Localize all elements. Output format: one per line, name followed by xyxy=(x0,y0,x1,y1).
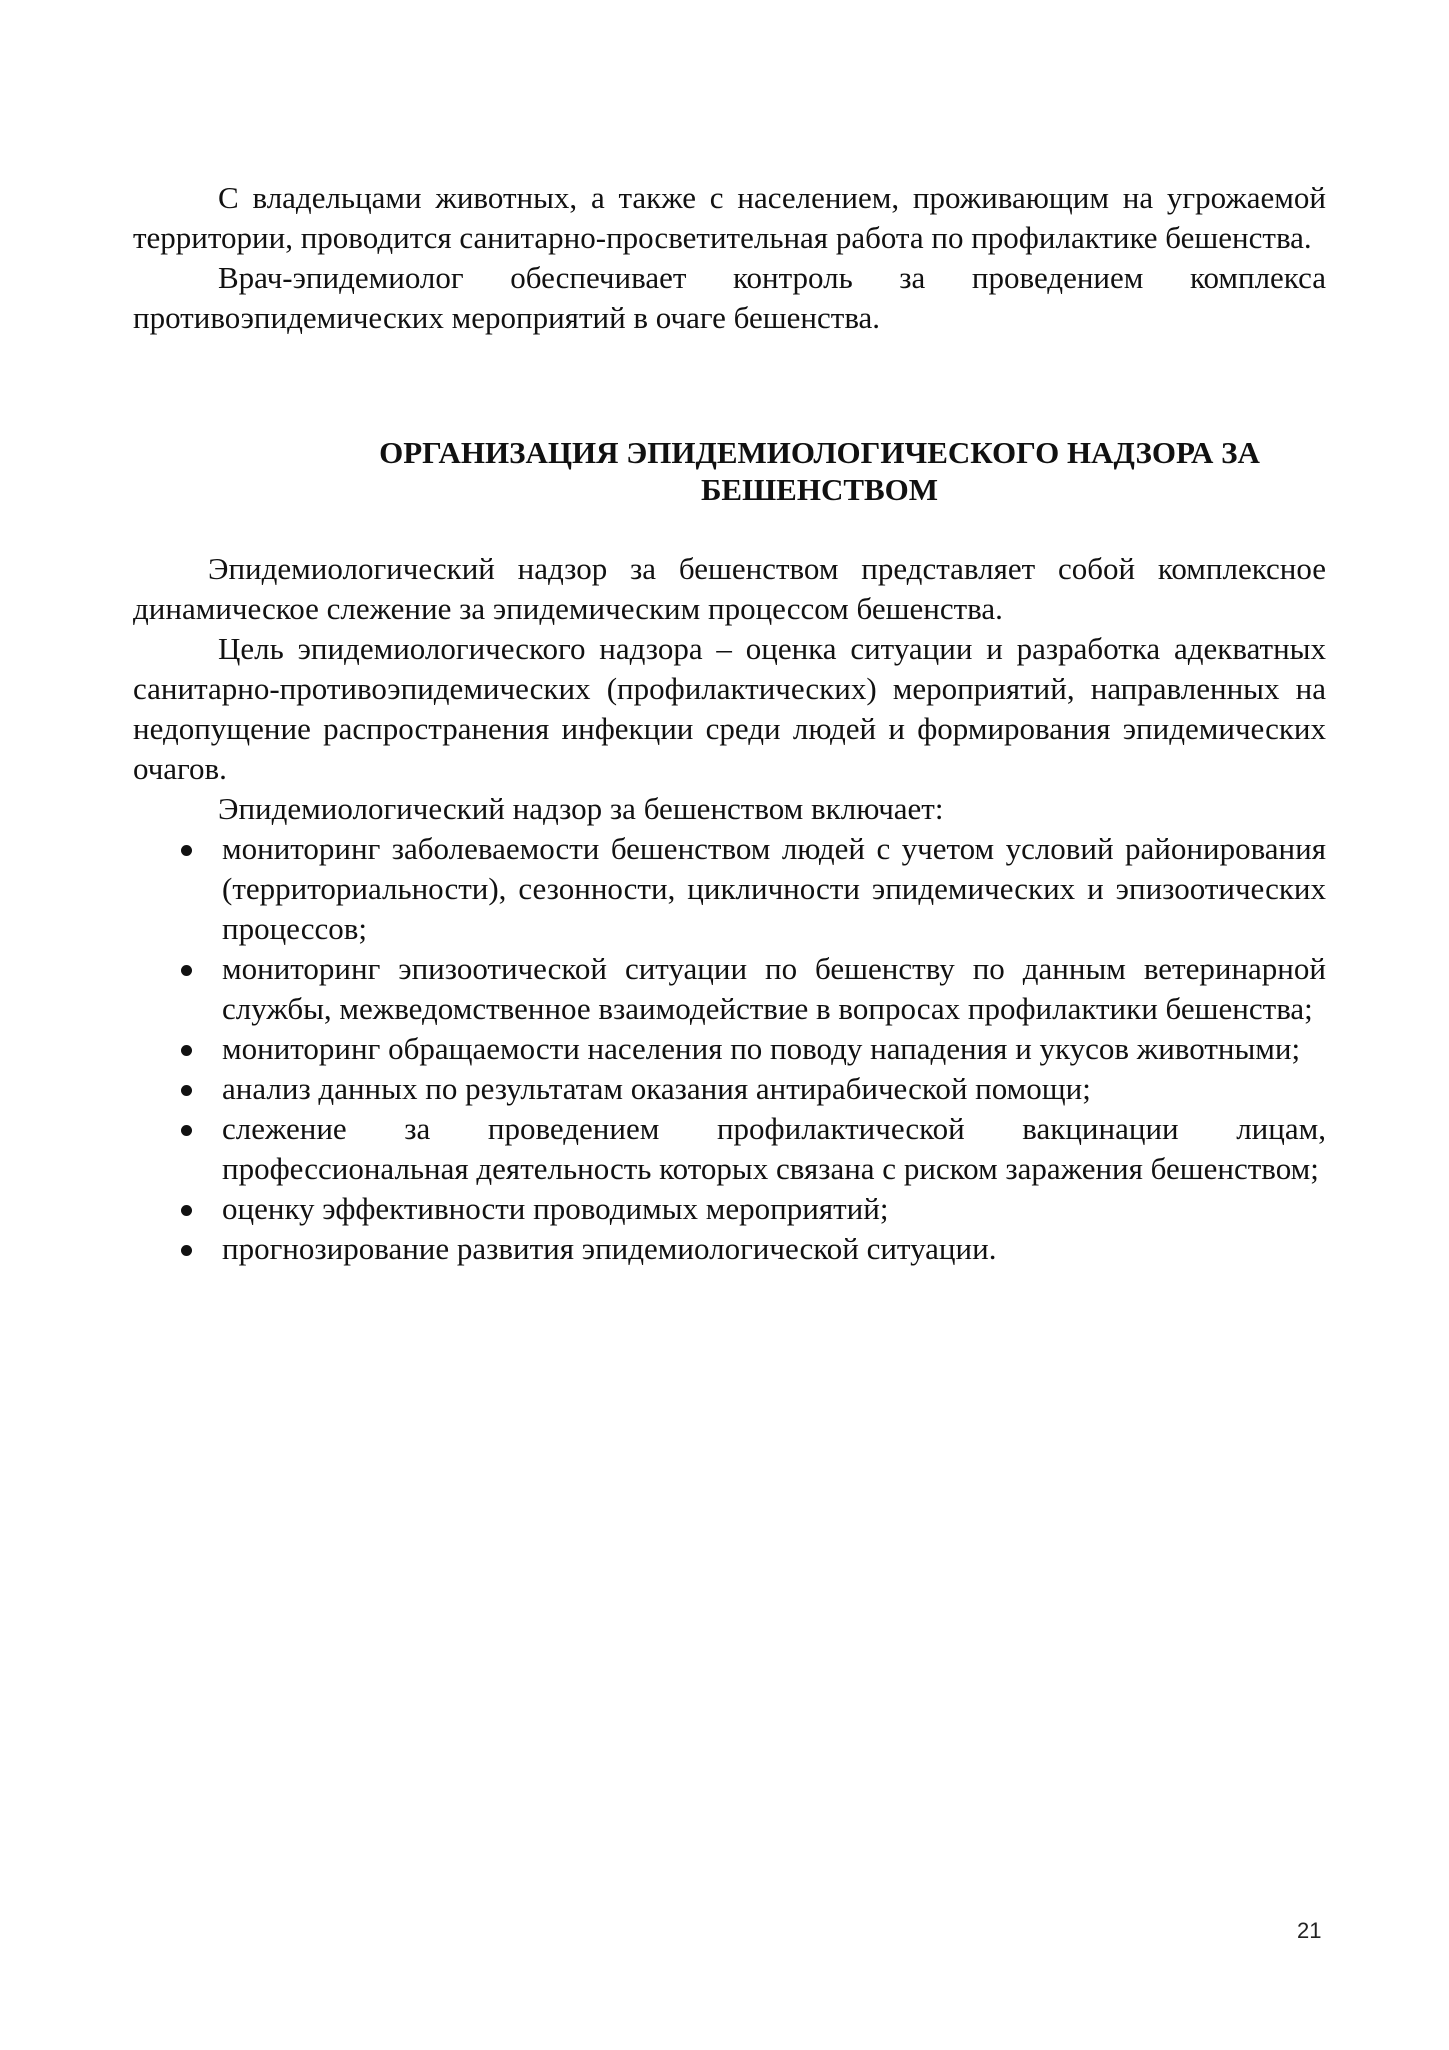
list-item xyxy=(133,1229,1326,1269)
paragraph-surveillance-includes: Эпидемиологический надзор за бешенством включает: xyxy=(218,791,944,826)
list-item xyxy=(133,1069,1326,1109)
bullet-icon xyxy=(181,1125,192,1136)
list-item-text: анализ данных по результатам оказания антирабической помощи; xyxy=(222,1071,1091,1106)
bullet-icon xyxy=(181,1245,192,1256)
bullet-icon xyxy=(181,1045,192,1056)
list-item-text: оценку эффективности проводимых мероприятий; xyxy=(222,1191,889,1226)
document-page xyxy=(133,178,1326,1269)
section-heading-line-2: БЕШЕНСТВОМ xyxy=(700,472,939,507)
list-item-text: мониторинг эпизоотической ситуации по бешенству по данным ветеринарной службы, межведомственное взаимодействие в вопросах профилактики бешенства; xyxy=(222,951,1326,1026)
list-item xyxy=(133,1189,1326,1229)
list-item-text: мониторинг обращаемости населения по поводу нападения и укусов животными; xyxy=(222,1031,1301,1066)
list-item xyxy=(133,949,1326,1029)
list-item-text: прогнозирование развития эпидемиологической ситуации. xyxy=(222,1231,997,1266)
bullet-icon xyxy=(181,1205,192,1216)
list-item xyxy=(133,829,1326,949)
bullet-icon xyxy=(181,965,192,976)
list-item-text: слежение за проведением профилактической вакцинации лицам, профессиональная деятельность которых связана с риском заражения бешенством; xyxy=(222,1111,1326,1186)
surveillance-bullet-list xyxy=(133,829,1326,1269)
section-heading xyxy=(133,434,1326,508)
list-item-text: мониторинг заболеваемости бешенством людей с учетом условий районирования (территориальности), сезонности, цикличности эпидемических и эпизоотических процессов; xyxy=(222,831,1326,946)
paragraph-surveillance-definition: Эпидемиологический надзор за бешенством представляет собой комплексное динамическое слежение за эпидемическим процессом бешенства. xyxy=(133,551,1326,626)
list-item xyxy=(133,1029,1326,1069)
bullet-icon xyxy=(181,845,192,856)
page-number: 21 xyxy=(1297,1918,1322,1943)
section-heading-line-1: ОРГАНИЗАЦИЯ ЭПИДЕМИОЛОГИЧЕСКОГО НАДЗОРА ЗА xyxy=(379,435,1260,470)
paragraph-epidemiologist-control: Врач-эпидемиолог обеспечивает контроль за проведением комплекса противоэпидемических мероприятий в очаге бешенства. xyxy=(133,260,1326,335)
paragraph-owners-education: С владельцами животных, а также с населением, проживающим на угрожаемой территории, проводится санитарно-просветительная работа по профилактике бешенства. xyxy=(133,180,1326,255)
bullet-icon xyxy=(181,1085,192,1096)
paragraph-surveillance-goal: Цель эпидемиологического надзора – оценка ситуации и разработка адекватных санитарно-противоэпидемических (профилактических) мероприятий, направленных на недопущение распространения инфекции среди людей и формирования эпидемических очагов. xyxy=(133,631,1326,786)
list-item xyxy=(133,1109,1326,1189)
